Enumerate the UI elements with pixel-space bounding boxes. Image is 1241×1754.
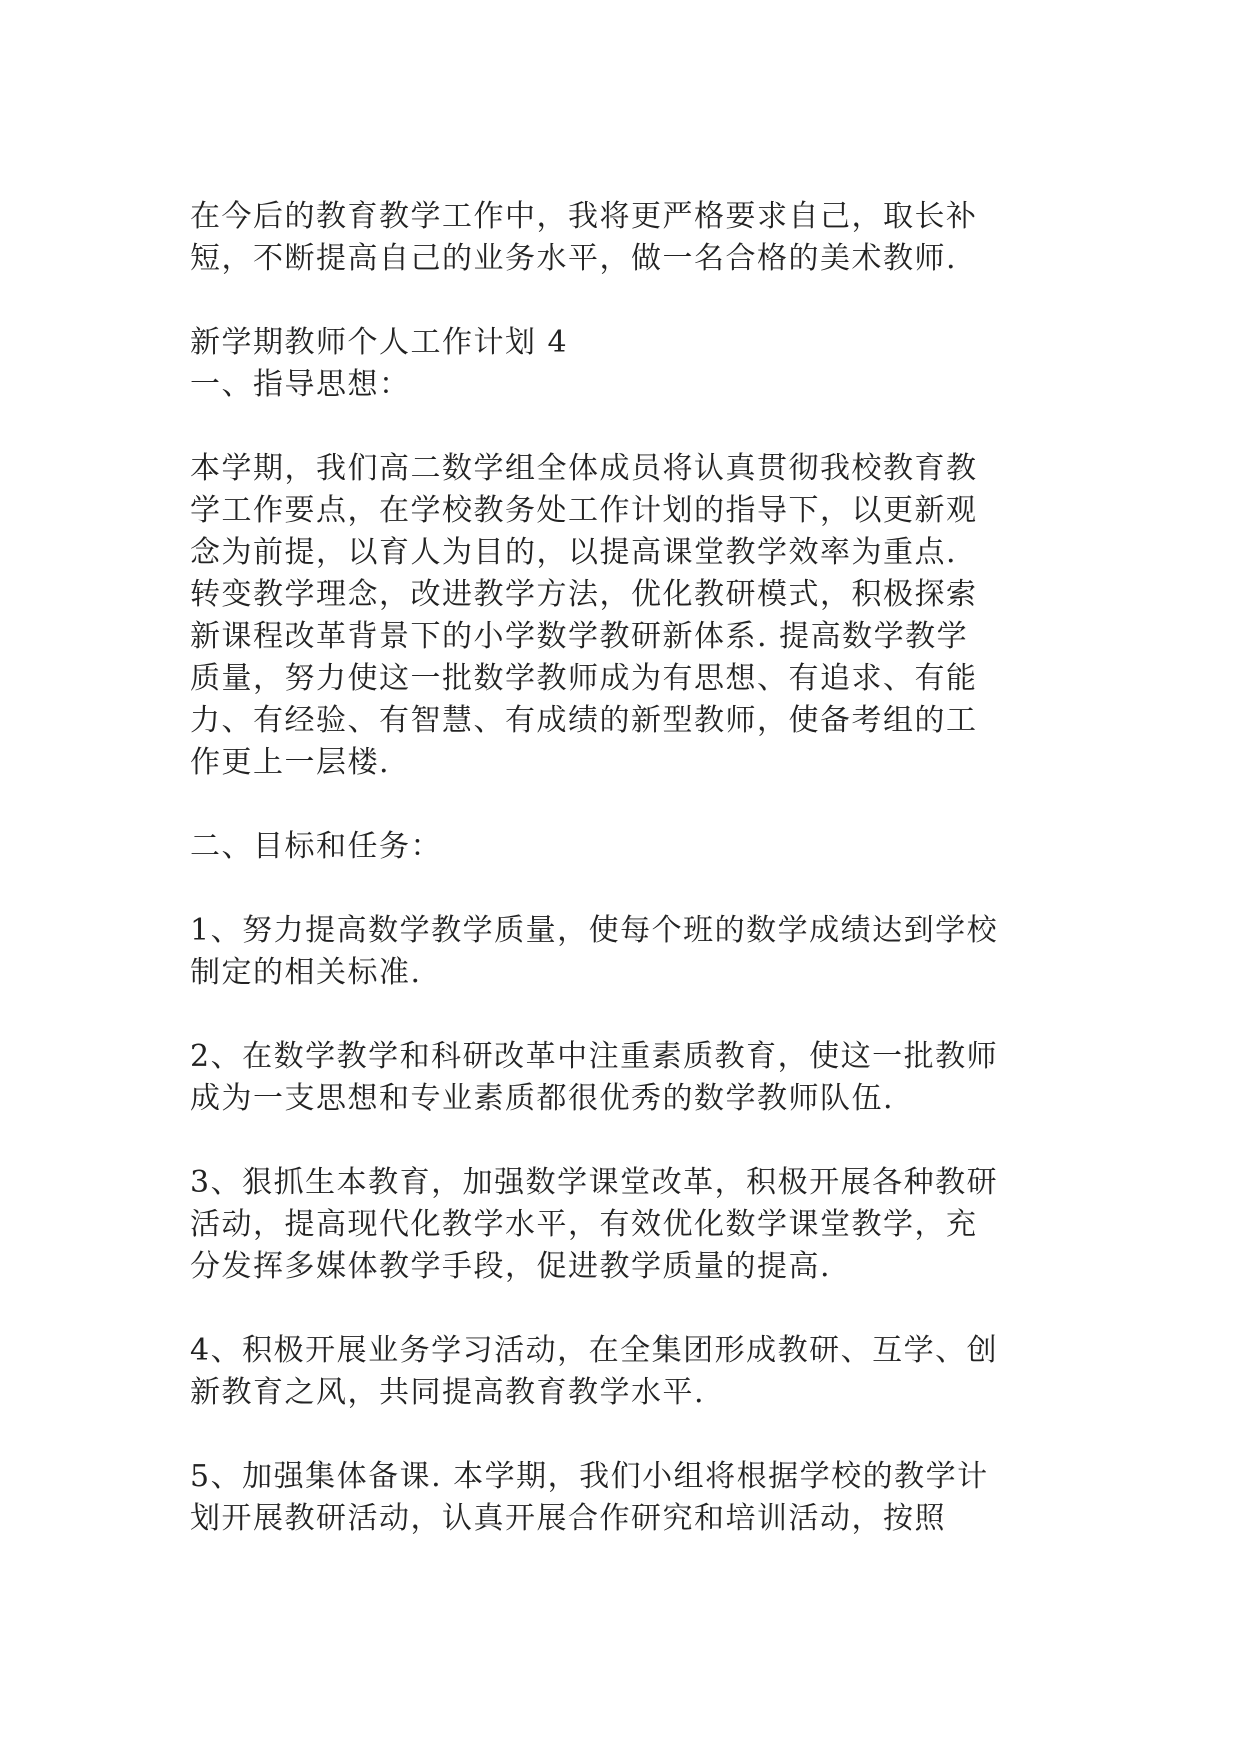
paragraph-gap	[190, 784, 1050, 826]
paragraph-gap	[190, 868, 1050, 910]
text-line: 4、积极开展业务学习活动，在全集团形成教研、互学、创	[190, 1333, 999, 1368]
document-body	[190, 196, 1050, 1540]
text-line: 活动，提高现代化教学水平，有效优化数学课堂教学，充	[190, 1207, 978, 1242]
text-line: 力、有经验、有智慧、有成绩的新型教师，使备考组的工	[190, 703, 978, 738]
text-line: 1、努力提高数学教学质量，使每个班的数学成绩达到学校	[190, 913, 999, 948]
paragraph-gap	[190, 406, 1050, 448]
text-line: 二、目标和任务：	[190, 829, 442, 864]
text-line: 作更上一层楼.	[190, 745, 391, 780]
text-line: 学工作要点，在学校教务处工作计划的指导下，以更新观	[190, 493, 978, 528]
text-line: 短，不断提高自己的业务水平，做一名合格的美术教师.	[190, 241, 958, 276]
text-line: 成为一支思想和专业素质都很优秀的数学教师队伍.	[190, 1081, 895, 1116]
paragraph-gap	[190, 1120, 1050, 1162]
paragraph-gap	[190, 280, 1050, 322]
text-line: 新学期教师个人工作计划 4	[190, 325, 569, 360]
text-line: 2、在数学教学和科研改革中注重素质教育，使这一批教师	[190, 1039, 999, 1074]
text-line: 质量，努力使这一批数学教师成为有思想、有追求、有能	[190, 661, 978, 696]
text-line: 分发挥多媒体教学手段，促进教学质量的提高.	[190, 1249, 832, 1284]
text-line: 一、指导思想：	[190, 367, 411, 402]
text-line: 划开展教研活动，认真开展合作研究和培训活动，按照	[190, 1501, 946, 1536]
text-line: 念为前提，以育人为目的，以提高课堂教学效率为重点.	[190, 535, 958, 570]
text-line: 在今后的教育教学工作中，我将更严格要求自己，取长补	[190, 199, 978, 234]
text-line: 本学期，我们高二数学组全体成员将认真贯彻我校教育教	[190, 451, 978, 486]
paragraph-gap	[190, 1288, 1050, 1330]
text-line: 5、加强集体备课. 本学期，我们小组将根据学校的教学计	[190, 1459, 989, 1494]
text-line: 转变教学理念，改进教学方法，优化教研模式，积极探索	[190, 577, 978, 612]
text-line: 新教育之风，共同提高教育教学水平.	[190, 1375, 706, 1410]
text-line: 新课程改革背景下的小学数学教研新体系. 提高数学教学	[190, 619, 969, 654]
text-line: 制定的相关标准.	[190, 955, 422, 990]
text-line: 3、狠抓生本教育，加强数学课堂改革，积极开展各种教研	[190, 1165, 999, 1200]
paragraph-gap	[190, 994, 1050, 1036]
paragraph-gap	[190, 1414, 1050, 1456]
